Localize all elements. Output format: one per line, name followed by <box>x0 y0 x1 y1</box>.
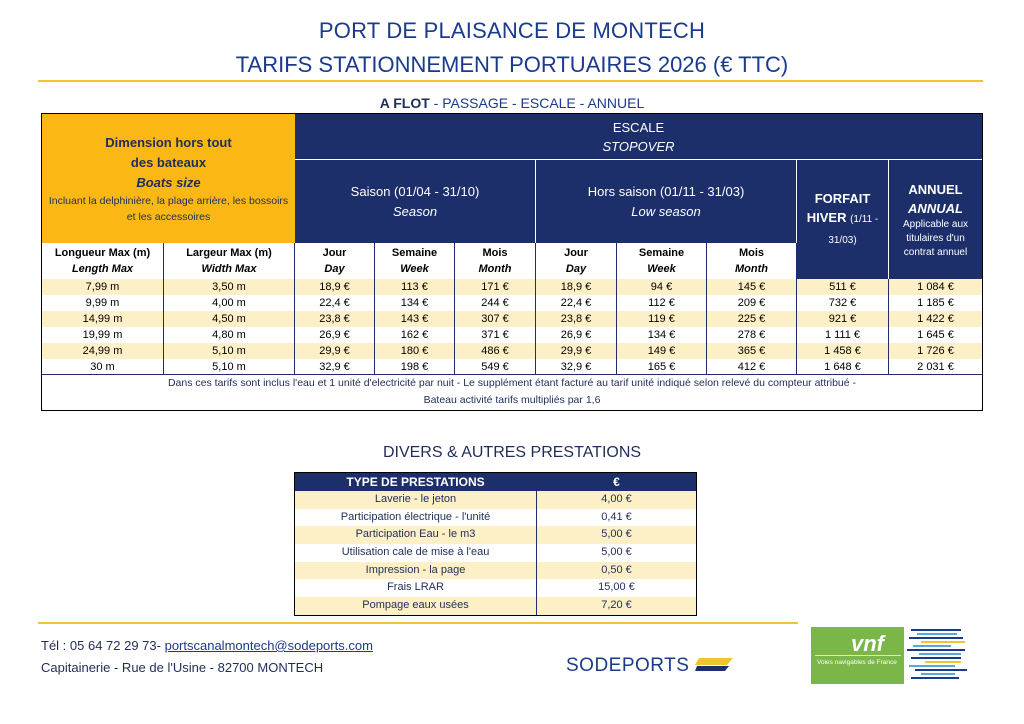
cell-annuel: 1 185 € <box>917 297 954 309</box>
col-header-width-en: Width Max <box>201 263 257 275</box>
tariff-note-line2: Bateau activité tarifs multipliés par 1,6 <box>423 394 601 406</box>
cell-month-low: 209 € <box>707 295 797 311</box>
prestation-price: 5,00 € <box>601 528 632 541</box>
cell-forfait-hiver: 1 111 € <box>797 327 889 343</box>
dimension-note: Incluant la delphinière, la plage arrière, les bossoirs et les accessoires <box>48 194 289 223</box>
stopover-label: STOPOVER <box>602 138 675 154</box>
prestation-price: 5,00 € <box>601 546 632 559</box>
col-header-month-season-en: Month <box>478 263 512 275</box>
col-header-week-season-en: Week <box>400 263 429 275</box>
cell-day-low: 32,9 € <box>536 359 617 375</box>
tariff-category-bold: A FLOT <box>379 95 430 111</box>
col-header-day-low-en: Day <box>565 263 587 275</box>
hors-saison-label: Hors saison (01/11 - 31/03) <box>587 183 745 199</box>
cell-day-season: 32,9 € <box>295 359 375 375</box>
prestation-row <box>295 579 696 597</box>
cell-month-low: 225 € <box>707 311 797 327</box>
cell-width: 3,50 m <box>164 279 295 295</box>
col-header-week-low <box>617 243 707 279</box>
cell-annuel: 1 422 € <box>917 313 954 325</box>
cell-width: 5,10 m <box>164 359 295 375</box>
cell-width: 4,00 m <box>164 295 295 311</box>
escale-header <box>295 114 982 160</box>
table-row <box>42 295 982 311</box>
prestation-row <box>295 526 696 544</box>
forfait-hiver-header <box>797 160 889 279</box>
dimension-en: Boats size <box>136 174 201 190</box>
col-header-month-low-fr: Mois <box>738 247 765 259</box>
cell-width: 4,50 m <box>164 311 295 327</box>
prestations-table <box>294 472 697 616</box>
cell-day-season: 23,8 € <box>295 311 375 327</box>
prestation-label: Pompage eaux usées <box>295 597 537 615</box>
prestation-label: Utilisation cale de mise à l'eau <box>295 544 537 562</box>
prestation-label: Laverie - le jeton <box>295 491 537 509</box>
cell-day-season: 29,9 € <box>295 343 375 359</box>
col-header-width-fr: Largeur Max (m) <box>186 247 272 259</box>
cell-day-low: 22,4 € <box>536 295 617 311</box>
cell-day-low: 23,8 € <box>536 311 617 327</box>
cell-week-season: 143 € <box>375 311 455 327</box>
header-rule <box>38 80 983 82</box>
cell-month-season: 371 € <box>455 327 536 343</box>
sodeports-logo <box>566 655 733 677</box>
cell-week-low: 149 € <box>617 343 707 359</box>
tariff-table <box>41 113 983 411</box>
cell-forfait-hiver: 732 € <box>797 295 889 311</box>
cell-week-low: 134 € <box>617 327 707 343</box>
cell-month-low: 278 € <box>707 327 797 343</box>
annual-label: ANNUAL <box>908 200 963 216</box>
cell-month-season: 486 € <box>455 343 536 359</box>
col-header-length-fr: Longueur Max (m) <box>54 247 151 259</box>
prestation-row <box>295 544 696 562</box>
cell-month-low: 145 € <box>707 279 797 295</box>
table-row <box>42 359 982 375</box>
prestations-header-type: TYPE DE PRESTATIONS <box>295 473 537 491</box>
prestation-label: Impression - la page <box>295 562 537 580</box>
dimension-header <box>42 114 295 243</box>
prestation-price: 0,50 € <box>601 563 632 576</box>
cell-width: 5,10 m <box>164 343 295 359</box>
cell-day-low: 26,9 € <box>536 327 617 343</box>
footer-rule <box>38 622 798 624</box>
cell-length: 7,99 m <box>42 279 164 295</box>
footer-address: Capitainerie - Rue de l'Usine - 82700 MONTECH <box>41 660 324 675</box>
vnf-logo <box>811 627 904 684</box>
col-header-month-low <box>707 243 797 279</box>
table-row <box>42 311 982 327</box>
page-title: PORT DE PLAISANCE DE MONTECH <box>318 18 706 43</box>
col-header-week-low-fr: Semaine <box>638 247 685 259</box>
tariff-note-line1: Dans ces tarifs sont inclus l'eau et 1 unité d'electricité par nuit - Le supplément étant facturé au tarif unité indiqué selon relevé du compteur attribué - <box>167 377 857 389</box>
cell-length: 30 m <box>42 359 164 375</box>
col-header-day-low <box>536 243 617 279</box>
season-label: Season <box>392 203 438 219</box>
cell-forfait-hiver: 1 458 € <box>797 343 889 359</box>
vnf-logo-text: vnf <box>851 631 884 656</box>
hors-saison-header <box>536 160 797 243</box>
cell-week-low: 165 € <box>617 359 707 375</box>
cell-month-low: 365 € <box>707 343 797 359</box>
sodeports-wave-icon <box>695 656 733 672</box>
prestation-row <box>295 509 696 527</box>
prestation-price: 4,00 € <box>601 493 632 505</box>
cell-month-season: 549 € <box>455 359 536 375</box>
annuel-label: ANNUEL <box>908 181 963 197</box>
footer-contact <box>41 638 373 653</box>
prestation-price: 7,20 € <box>601 599 632 612</box>
cell-day-season: 26,9 € <box>295 327 375 343</box>
prestation-label: Participation Eau - le m3 <box>295 526 537 544</box>
cell-day-low: 18,9 € <box>536 279 617 295</box>
footer-tel: Tél : 05 64 72 29 73- <box>41 638 165 653</box>
col-header-day-season-en: Day <box>324 263 345 275</box>
prestation-price: 0,41 € <box>601 510 632 523</box>
col-header-day-season-fr: Jour <box>322 247 347 259</box>
page-subtitle: TARIFS STATIONNEMENT PORTUAIRES 2026 (€ TTC) <box>235 52 789 77</box>
cell-annuel: 1 645 € <box>917 329 954 341</box>
col-header-month-low-en: Month <box>735 263 768 275</box>
prestations-header <box>295 473 696 491</box>
cell-week-season: 180 € <box>375 343 455 359</box>
prestations-header-price: € <box>613 475 620 489</box>
dimension-line1: Dimension hors tout <box>105 134 232 150</box>
prestation-label: Participation électrique - l'unité <box>295 509 537 527</box>
col-header-month-season-fr: Mois <box>482 247 508 259</box>
col-header-day-low-fr: Jour <box>564 247 588 259</box>
cell-month-season: 244 € <box>455 295 536 311</box>
tariff-note <box>42 374 982 410</box>
prestation-row <box>295 491 696 509</box>
col-header-length-en: Length Max <box>71 263 134 275</box>
cell-forfait-hiver: 511 € <box>797 279 889 295</box>
cell-forfait-hiver: 1 648 € <box>797 359 889 375</box>
col-header-width <box>164 243 295 279</box>
prestation-label: Frais LRAR <box>295 579 537 597</box>
dimension-line2: des bateaux <box>130 154 207 170</box>
cell-annuel: 1 726 € <box>917 345 954 357</box>
prestation-price: 15,00 € <box>598 581 635 594</box>
cell-week-low: 94 € <box>617 279 707 295</box>
cell-length: 9,99 m <box>42 295 164 311</box>
cell-week-season: 134 € <box>375 295 455 311</box>
saison-label: Saison (01/04 - 31/10) <box>350 183 480 199</box>
cell-length: 24,99 m <box>42 343 164 359</box>
tariff-category-rest: - PASSAGE - ESCALE - ANNUEL <box>429 95 645 111</box>
cell-length: 14,99 m <box>42 311 164 327</box>
hiver-label: HIVER <box>806 210 847 225</box>
cell-month-season: 307 € <box>455 311 536 327</box>
cell-week-season: 198 € <box>375 359 455 375</box>
cell-width: 4,80 m <box>164 327 295 343</box>
prestations-rows <box>295 491 696 615</box>
col-header-week-low-en: Week <box>647 263 676 275</box>
cell-week-low: 119 € <box>617 311 707 327</box>
vnf-logo-sub: Voies navigables de France <box>817 659 897 666</box>
col-header-day-season <box>295 243 375 279</box>
saison-header <box>295 160 536 243</box>
cell-week-low: 112 € <box>617 295 707 311</box>
cell-day-low: 29,9 € <box>536 343 617 359</box>
annuel-note: Applicable aux titulaires d'un contrat annuel <box>902 218 969 258</box>
cell-forfait-hiver: 921 € <box>797 311 889 327</box>
table-row <box>42 327 982 343</box>
low-season-label: Low season <box>631 203 701 219</box>
footer-email-link[interactable]: portscanalmontech@sodeports.com <box>164 638 373 653</box>
cell-length: 19,99 m <box>42 327 164 343</box>
divers-title: DIVERS & AUTRES PRESTATIONS <box>382 444 642 461</box>
prestation-row <box>295 562 696 580</box>
table-row <box>42 343 982 359</box>
col-header-length <box>42 243 164 279</box>
col-header-week-season-fr: Semaine <box>391 247 438 259</box>
tariff-category <box>0 95 1024 111</box>
sodeports-logo-text: SODEPORTS <box>566 655 690 676</box>
escale-label: ESCALE <box>612 119 665 135</box>
cell-annuel: 2 031 € <box>917 361 954 373</box>
cell-week-season: 113 € <box>375 279 455 295</box>
annuel-header <box>889 160 982 279</box>
cell-month-season: 171 € <box>455 279 536 295</box>
prestation-row <box>295 597 696 615</box>
cell-day-season: 22,4 € <box>295 295 375 311</box>
col-header-month-season <box>455 243 536 279</box>
col-header-week-season <box>375 243 455 279</box>
vnf-stripes-icon <box>907 627 969 684</box>
forfait-label: FORFAIT <box>814 191 871 206</box>
cell-week-season: 162 € <box>375 327 455 343</box>
cell-annuel: 1 084 € <box>917 281 954 293</box>
table-row <box>42 279 982 295</box>
cell-month-low: 412 € <box>707 359 797 375</box>
cell-day-season: 18,9 € <box>295 279 375 295</box>
hiver-dates: (1/11 - 31/03) <box>828 214 879 246</box>
